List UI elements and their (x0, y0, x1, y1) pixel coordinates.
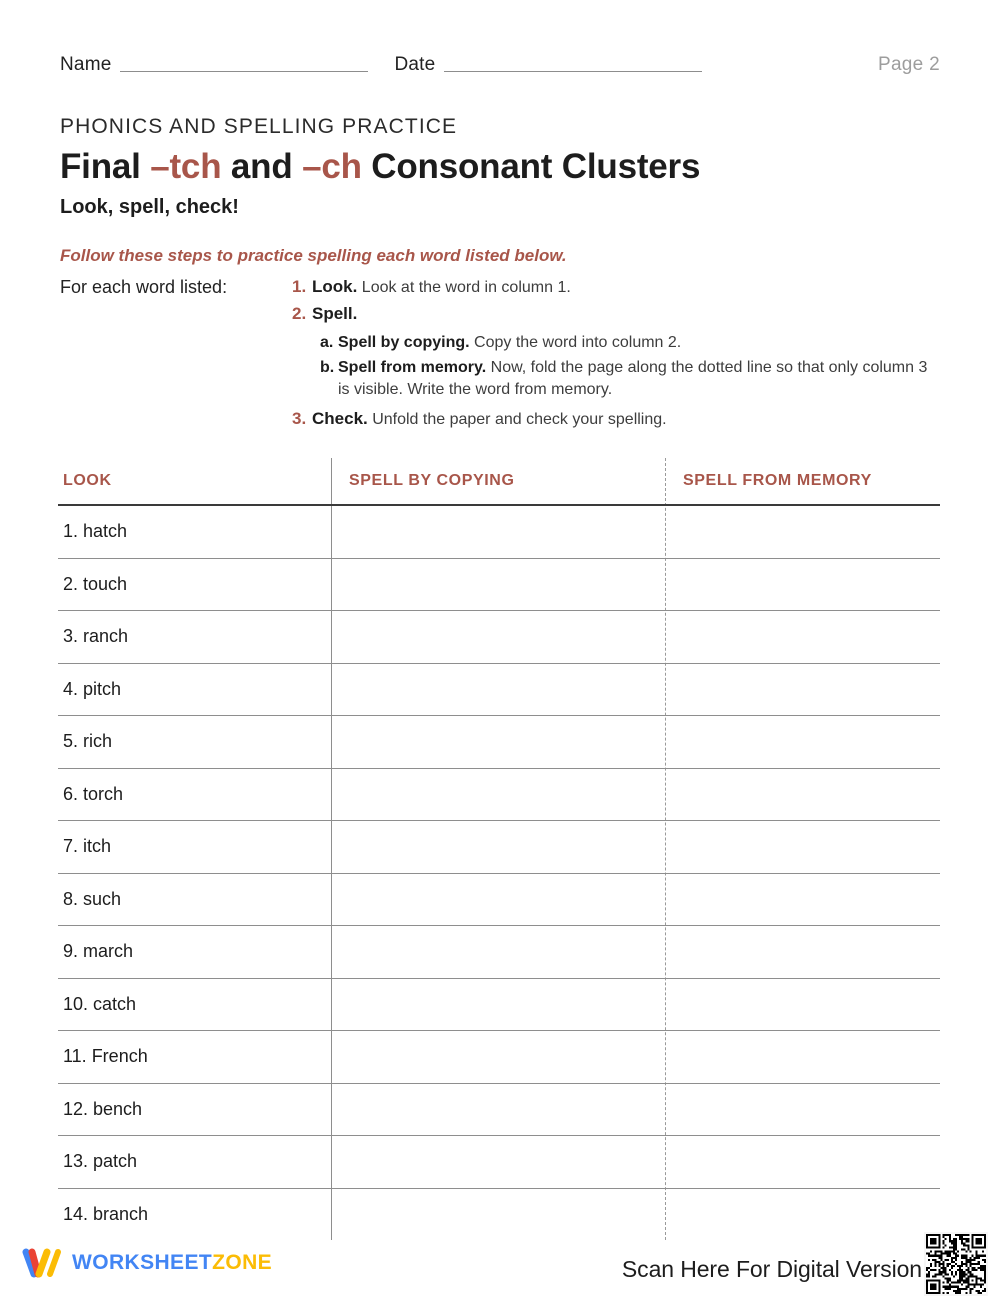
step-body (312, 407, 667, 432)
date-field-group (394, 54, 702, 76)
title-block (60, 114, 950, 220)
table-body (58, 506, 940, 1240)
word-cell: 4. pitch (63, 678, 122, 699)
eyebrow-label: PHONICS AND SPELLING PRACTICE (60, 115, 458, 138)
word-cell: 11. French (63, 1046, 148, 1067)
title-accent-ch: –ch (302, 147, 362, 186)
instructions-lead: Follow these steps to practice spelling each word listed below. (60, 246, 567, 265)
substep-title: Spell from memory. (338, 359, 487, 376)
word-cell: 5. rich (63, 731, 113, 752)
scan-prompt-text: Scan Here For Digital Version (621, 1256, 922, 1282)
step-number: 1. (292, 277, 307, 296)
page-number: Page 2 (877, 54, 940, 75)
step-description: Unfold the paper and check your spelling. (367, 411, 667, 428)
table-row (58, 821, 940, 874)
table-row (58, 506, 940, 559)
table-row (58, 1084, 940, 1137)
name-input-line[interactable] (120, 70, 368, 72)
step-title: Spell. (312, 304, 358, 323)
student-info-row (60, 48, 940, 76)
word-cell: 3. ranch (63, 626, 129, 647)
word-cell: 9. march (63, 941, 134, 962)
footer (0, 1242, 1000, 1294)
table-row (58, 664, 940, 717)
column-header-spell-by-copying: SPELL BY COPYING (349, 472, 515, 489)
substep-title: Spell by copying. (338, 334, 470, 351)
step-number: 2. (292, 304, 307, 323)
title-segment-1: Final (60, 147, 151, 186)
page-subtitle: Look, spell, check! (60, 196, 239, 218)
page-title (60, 145, 950, 189)
word-cell: 6. torch (63, 783, 124, 804)
table-row (58, 979, 940, 1032)
name-field-group (60, 54, 368, 76)
instructions-block (60, 244, 950, 434)
step-body (312, 302, 357, 327)
table-row (58, 1189, 940, 1241)
step-title: Check. (312, 409, 368, 428)
table-row (58, 716, 940, 769)
substep-description: Copy the word into column 2. (469, 334, 682, 351)
worksheetzone-logo-icon (22, 1246, 66, 1280)
title-accent-tch: –tch (150, 147, 222, 186)
table-row (58, 1031, 940, 1084)
brand-logo[interactable] (22, 1246, 272, 1280)
step-item (292, 407, 950, 432)
name-label: Name (60, 54, 112, 75)
word-cell: 1. hatch (63, 521, 128, 542)
word-cell: 7. itch (63, 836, 112, 857)
table-header-row (58, 458, 940, 506)
table-row (58, 769, 940, 822)
substep-description: Now, fold the page along the dotted line so that only column 3 is visible. Write the word from memory. (338, 359, 928, 398)
word-cell: 14. branch (63, 1203, 149, 1224)
table-row (58, 611, 940, 664)
brand-text (72, 1251, 272, 1275)
substeps-list (320, 332, 950, 401)
steps-row (60, 275, 950, 434)
column-header-look: LOOK (63, 472, 112, 489)
substep-body (338, 357, 938, 401)
substep-item (320, 357, 950, 401)
table-row (58, 926, 940, 979)
word-cell: 12. bench (63, 1098, 143, 1119)
qr-code[interactable] (924, 1232, 988, 1296)
date-label: Date (394, 54, 436, 75)
substep-body (338, 332, 681, 354)
substep-letter: a. (320, 334, 334, 351)
substep-letter: b. (320, 359, 335, 376)
steps-intro-label: For each word listed: (60, 277, 228, 297)
substep-item (320, 332, 950, 354)
practice-table (58, 458, 940, 1240)
word-cell: 2. touch (63, 573, 128, 594)
step-title: Look. (312, 277, 358, 296)
steps-list (292, 275, 950, 434)
title-segment-3: Consonant Clusters (361, 147, 701, 186)
word-cell: 8. such (63, 888, 122, 909)
date-input-line[interactable] (444, 70, 702, 72)
title-segment-2: and (221, 147, 303, 186)
brand-text-worksheet: WORKSHEET (72, 1251, 213, 1274)
step-description: Look at the word in column 1. (357, 279, 571, 296)
column-header-spell-from-memory: SPELL FROM MEMORY (683, 472, 872, 489)
table-row (58, 874, 940, 927)
table-row (58, 559, 940, 612)
step-item (292, 302, 950, 327)
step-number: 3. (292, 409, 307, 428)
table-row (58, 1136, 940, 1189)
word-cell: 10. catch (63, 993, 137, 1014)
step-item (292, 275, 950, 300)
brand-text-zone: ZONE (212, 1251, 273, 1274)
qr-code-icon (926, 1234, 986, 1294)
step-body (312, 275, 571, 300)
word-cell: 13. patch (63, 1151, 138, 1172)
